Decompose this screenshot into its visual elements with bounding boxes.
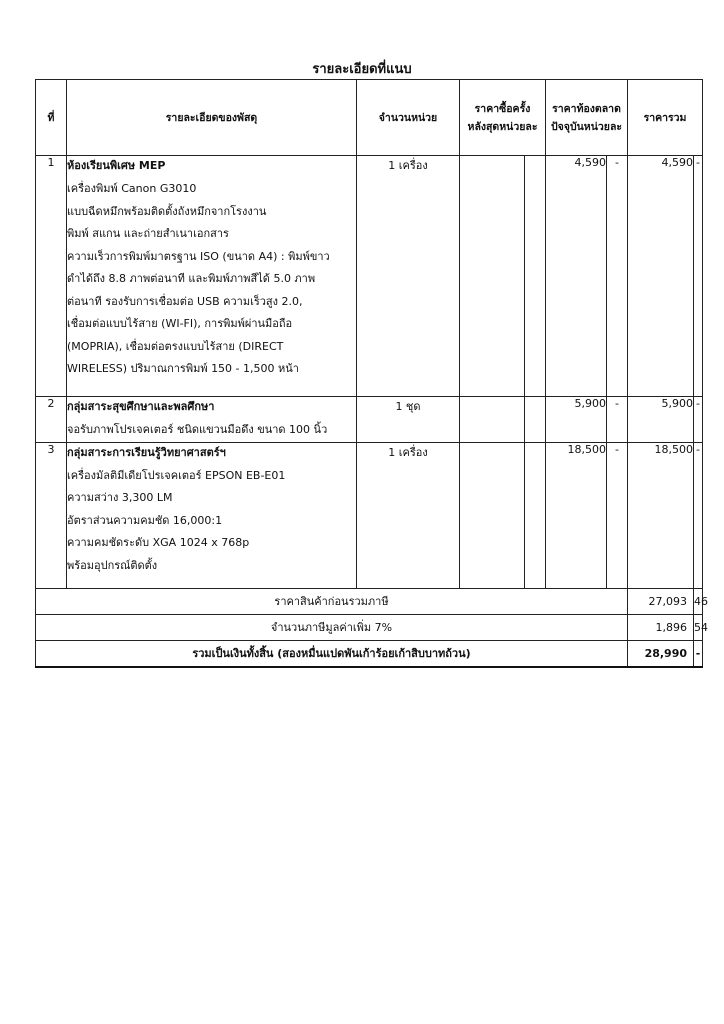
item-market-satang: - xyxy=(607,156,628,397)
item-description xyxy=(67,442,357,588)
item-line: เชื่อมต่อแบบไร้สาย (WI-FI), การพิมพ์ผ่านมือถือ xyxy=(67,317,293,330)
item-line: ความคมชัดระดับ XGA 1024 x 768p xyxy=(67,536,250,549)
item-last-price-baht xyxy=(460,397,525,443)
item-line: ความสว่าง 3,300 LM xyxy=(67,491,173,504)
item-total-satang: - xyxy=(694,442,703,588)
item-total-baht: 18,500 xyxy=(628,442,694,588)
header-total: ราคารวม xyxy=(628,80,703,156)
grand-total-label: รวมเป็นเงินทั้งสิ้น (สองหมื่นแปดพันเก้าร้อยเก้าสิบบาทถ้วน) xyxy=(36,640,628,667)
header-no: ที่ xyxy=(36,80,67,156)
vat-row xyxy=(36,614,703,640)
grand-total-baht: 28,990 xyxy=(628,640,694,667)
item-qty: 1 ชุด xyxy=(357,397,460,443)
item-market-satang: - xyxy=(607,397,628,443)
header-market-price-line1: ราคาท้องตลาด xyxy=(552,102,621,115)
header-last-price xyxy=(460,80,546,156)
item-qty: 1 เครื่อง xyxy=(357,442,460,588)
item-last-price-satang xyxy=(525,397,546,443)
item-line: (MOPRIA), เชื่อมต่อตรงแบบไร้สาย (DIRECT xyxy=(67,339,284,353)
item-qty: 1 เครื่อง xyxy=(357,156,460,397)
item-market-baht: 5,900 xyxy=(546,397,607,443)
item-market-baht: 4,590 xyxy=(546,156,607,397)
item-line: ดำได้ถึง 8.8 ภาพต่อนาที และพิมพ์ภาพสีได้ 5.0 ภาพ xyxy=(67,272,316,285)
item-description xyxy=(67,397,357,443)
pretax-label: ราคาสินค้าก่อนรวมภาษี xyxy=(36,588,628,614)
item-line: WIRELESS) ปริมาณการพิมพ์ 150 - 1,500 หน้า xyxy=(67,362,299,375)
header-last-price-line1: ราคาซื้อครั้ง xyxy=(474,102,531,115)
table-row xyxy=(36,156,703,397)
item-line: เครื่องมัลติมีเดียโปรเจคเตอร์ EPSON EB-E01 xyxy=(67,468,286,482)
vat-baht: 1,896 xyxy=(628,614,694,640)
table-header-row xyxy=(36,80,703,156)
item-last-price-baht xyxy=(460,442,525,588)
items-table xyxy=(35,79,709,668)
item-number: 3 xyxy=(36,442,67,588)
item-last-price-satang xyxy=(525,442,546,588)
item-line: ความเร็วการพิมพ์มาตรฐาน ISO (ขนาด A4) : พิมพ์ขาว xyxy=(67,249,330,263)
pretax-baht: 27,093 xyxy=(628,588,694,614)
item-line: จอรับภาพโปรเจคเตอร์ ชนิดแขวนมือดึง ขนาด 100 นิ้ว xyxy=(67,423,328,436)
item-market-baht: 18,500 xyxy=(546,442,607,588)
item-total-satang: - xyxy=(694,156,703,397)
vat-satang: 54 xyxy=(694,614,703,640)
header-detail: รายละเอียดของพัสดุ xyxy=(67,80,357,156)
item-market-satang: - xyxy=(607,442,628,588)
page-title: รายละเอียดที่แนบ xyxy=(312,62,412,77)
item-line: แบบฉีดหมึกพร้อมติดตั้งถังหมึกจากโรงงาน xyxy=(67,204,267,218)
header-market-price xyxy=(546,80,628,156)
item-line: พร้อมอุปกรณ์ติดตั้ง xyxy=(67,558,158,572)
header-qty: จำนวนหน่วย xyxy=(357,80,460,156)
table-row xyxy=(36,397,703,443)
grand-total-row xyxy=(36,640,703,667)
grand-total-satang: - xyxy=(694,640,703,667)
item-last-price-baht xyxy=(460,156,525,397)
item-line: ต่อนาที รองรับการเชื่อมต่อ USB ความเร็วสูง 2.0, xyxy=(67,294,303,308)
item-description xyxy=(67,156,357,397)
item-line: อัตราส่วนความคมชัด 16,000:1 xyxy=(67,513,223,527)
item-last-price-satang xyxy=(525,156,546,397)
item-line: เครื่องพิมพ์ Canon G3010 xyxy=(67,182,197,195)
item-group: กลุ่มสาระสุขศึกษาและพลศึกษา xyxy=(67,400,215,413)
item-group: ห้องเรียนพิเศษ MEP xyxy=(67,159,166,172)
item-total-baht: 4,590 xyxy=(628,156,694,397)
header-market-price-line2: ปัจจุบันหน่วยละ xyxy=(550,120,623,133)
item-number: 1 xyxy=(36,156,67,397)
item-total-baht: 5,900 xyxy=(628,397,694,443)
pretax-satang: 46 xyxy=(694,588,703,614)
vat-label: จำนวนภาษีมูลค่าเพิ่ม 7% xyxy=(36,614,628,640)
header-last-price-line2: หลังสุดหน่วยละ xyxy=(467,120,538,133)
item-total-satang: - xyxy=(694,397,703,443)
pretax-row xyxy=(36,588,703,614)
item-number: 2 xyxy=(36,397,67,443)
item-line: พิมพ์ สแกน และถ่ายสำเนาเอกสาร xyxy=(67,227,229,240)
table-row xyxy=(36,442,703,588)
item-group: กลุ่มสาระการเรียนรู้วิทยาศาสตร์ฯ xyxy=(67,445,226,459)
